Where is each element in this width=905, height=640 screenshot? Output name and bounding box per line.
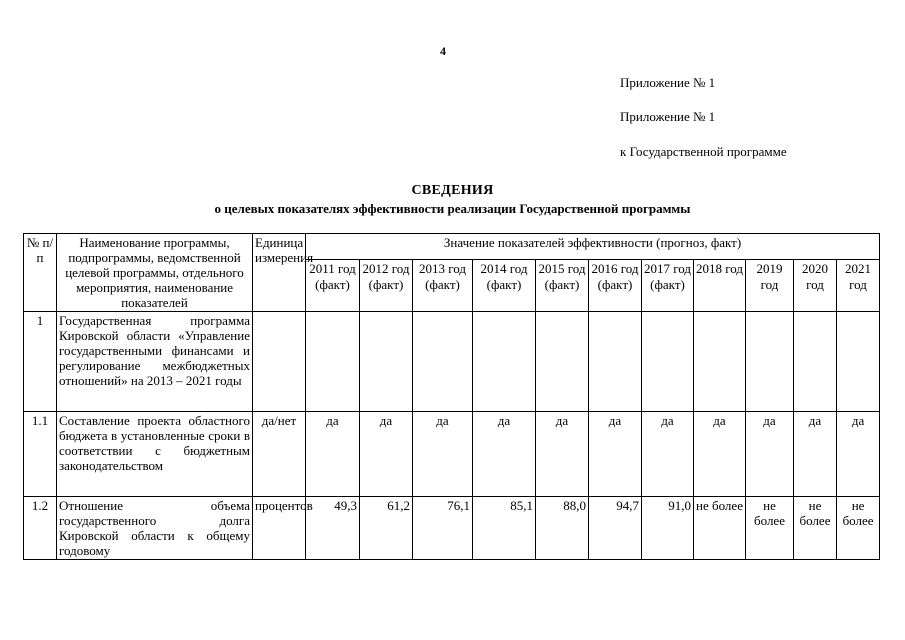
header-year: 2015 год (факт) (536, 260, 589, 312)
header-num: № п/п (24, 234, 57, 312)
row-value (589, 312, 642, 412)
row-unit: процентов (253, 497, 306, 560)
row-value: да (746, 412, 794, 497)
row-value: да (837, 412, 880, 497)
row-num: 1.1 (24, 412, 57, 497)
document-subtitle: о целевых показателях эффективности реализации Государственной программы (214, 201, 691, 216)
header-year: 2013 год (факт) (413, 260, 473, 312)
row-value: 91,0 (642, 497, 694, 560)
row-value (306, 312, 360, 412)
header-year: 2016 год (факт) (589, 260, 642, 312)
row-value: 76,1 (413, 497, 473, 560)
row-value (413, 312, 473, 412)
row-value: да (794, 412, 837, 497)
header-year: 2011 год (факт) (306, 260, 360, 312)
row-value: 88,0 (536, 497, 589, 560)
table-row (24, 497, 880, 560)
row-name: Государственная программа Кировской области «Управление государственными финансами и регулирование межбюджетных отношений» на 2013 – 2021 годы (57, 312, 253, 412)
row-value: не более (694, 497, 746, 560)
row-value: да (589, 412, 642, 497)
appendix-line-2: Приложение № 1 (620, 109, 716, 124)
row-value (360, 312, 413, 412)
header-year: 2018 год (694, 260, 746, 312)
row-value: не более (794, 497, 837, 560)
header-year: 2019 год (746, 260, 794, 312)
row-num: 1 (24, 312, 57, 412)
row-value (694, 312, 746, 412)
row-value: 61,2 (360, 497, 413, 560)
row-value: 94,7 (589, 497, 642, 560)
appendix-line-1: Приложение № 1 (620, 75, 716, 90)
document-title: СВЕДЕНИЯ (411, 183, 494, 198)
row-unit (253, 312, 306, 412)
row-value (473, 312, 536, 412)
page-number: 4 (440, 44, 446, 58)
row-value: не более (746, 497, 794, 560)
row-value (837, 312, 880, 412)
row-value (642, 312, 694, 412)
row-num: 1.2 (24, 497, 57, 560)
header-unit: Единица измерения (253, 234, 306, 312)
table-row (24, 312, 880, 412)
row-value: да (642, 412, 694, 497)
header-name: Наименование программы, подпрограммы, ведомственной целевой программы, отдельного мероприятия, наименование показателей (57, 234, 253, 312)
row-value (746, 312, 794, 412)
row-name: Составление проекта областного бюджета в установленные сроки в соответствии с бюджетным законодательством (57, 412, 253, 497)
row-value: да (306, 412, 360, 497)
row-name: Отношение объема государственного долга Кировской области к общему годовому (57, 497, 253, 560)
row-value: не более (837, 497, 880, 560)
appendix-line-3: к Государственной программе (620, 144, 787, 159)
row-value (794, 312, 837, 412)
header-year: 2012 год (факт) (360, 260, 413, 312)
row-unit: да/нет (253, 412, 306, 497)
header-year: 2020 год (794, 260, 837, 312)
header-year: 2021 год (837, 260, 880, 312)
row-value: 49,3 (306, 497, 360, 560)
row-value: 85,1 (473, 497, 536, 560)
row-value (536, 312, 589, 412)
header-values-group: Значение показателей эффективности (прогноз, факт) (306, 234, 880, 260)
indicators-table (23, 233, 880, 560)
table-row (24, 412, 880, 497)
header-row-1 (24, 234, 880, 260)
header-year: 2014 год (факт) (473, 260, 536, 312)
row-value: да (360, 412, 413, 497)
row-value: да (473, 412, 536, 497)
row-value: да (413, 412, 473, 497)
row-value: да (536, 412, 589, 497)
row-value: да (694, 412, 746, 497)
header-year: 2017 год (факт) (642, 260, 694, 312)
